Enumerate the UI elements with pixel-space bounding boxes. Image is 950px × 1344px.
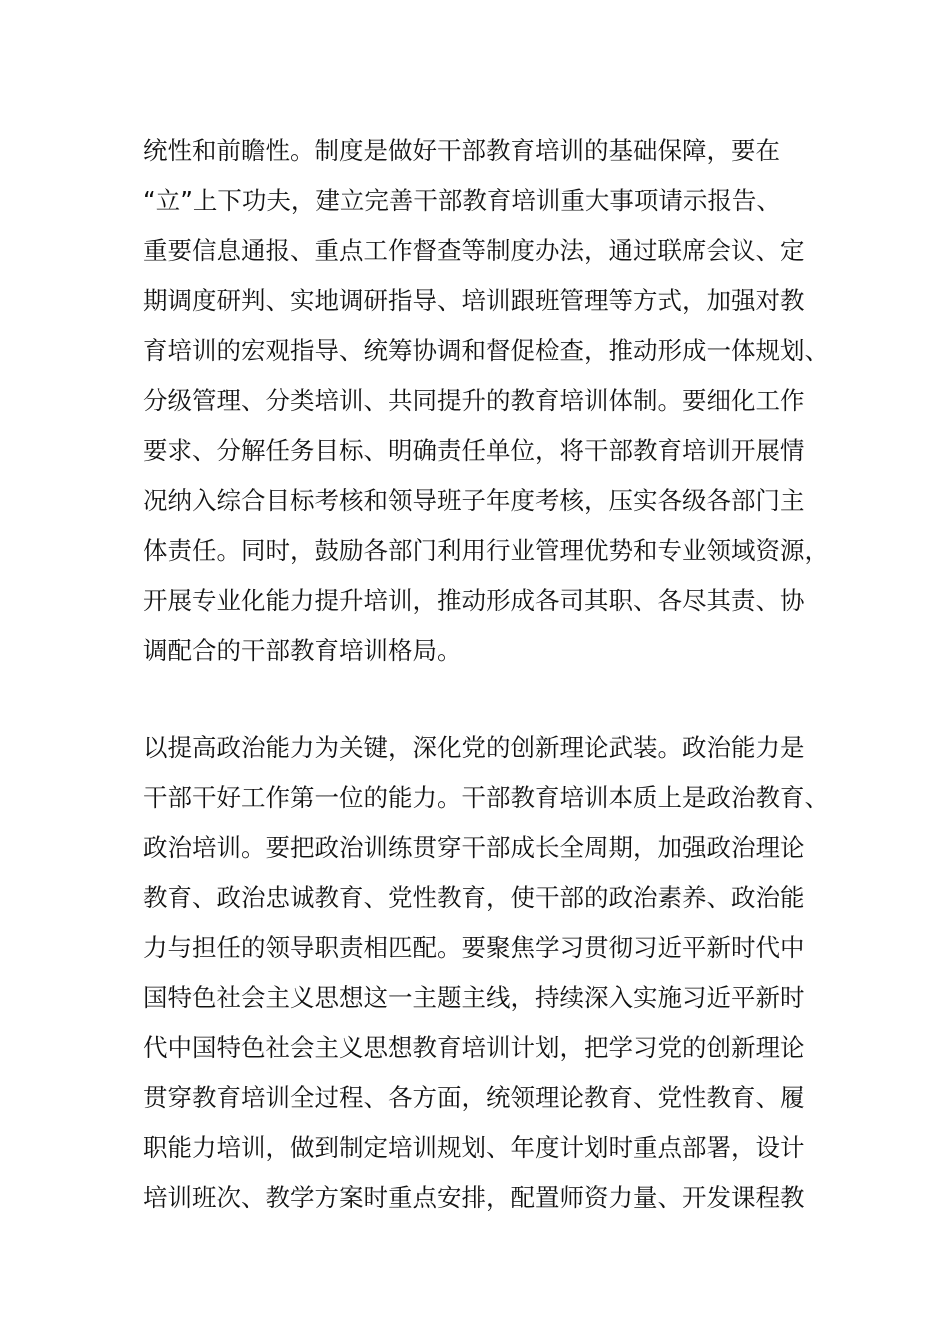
paragraph-2 bbox=[143, 723, 829, 1223]
text-line: 分级管理、分类培训、共同提升的教育培训体制。要细化工作 bbox=[143, 386, 805, 415]
text-line: 调配合的干部教育培训格局。 bbox=[143, 636, 462, 665]
text-line: 力与担任的领导职责相匹配。要聚焦学习贯彻习近平新时代中 bbox=[143, 933, 805, 962]
text-line: 开展专业化能力提升培训，推动形成各司其职、各尽其责、协 bbox=[143, 586, 805, 615]
text-line: 育培训的宏观指导、统筹协调和督促检查，推动形成一体规划、 bbox=[143, 336, 829, 365]
text-line: 教育、政治忠诚教育、党性教育，使干部的政治素养、政治能 bbox=[143, 883, 805, 912]
text-line: 以提高政治能力为关键，深化党的创新理论武装。政治能力是 bbox=[143, 733, 805, 762]
text-line: 代中国特色社会主义思想教育培训计划，把学习党的创新理论 bbox=[143, 1033, 805, 1062]
text-line: 国特色社会主义思想这一主题主线，持续深入实施习近平新时 bbox=[143, 983, 805, 1012]
text-line: 培训班次、教学方案时重点安排，配置师资力量、开发课程教 bbox=[143, 1183, 805, 1212]
text-line: 要求、分解任务目标、明确责任单位，将干部教育培训开展情 bbox=[143, 436, 805, 465]
text-line: 政治培训。要把政治训练贯穿干部成长全周期，加强政治理论 bbox=[143, 833, 805, 862]
text-line: 统性和前瞻性。制度是做好干部教育培训的基础保障，要在 bbox=[143, 136, 780, 165]
paragraph-1 bbox=[143, 126, 829, 676]
text-line: 况纳入综合目标考核和领导班子年度考核，压实各级各部门主 bbox=[143, 486, 805, 515]
text-line: 期调度研判、实地调研指导、培训跟班管理等方式，加强对教 bbox=[143, 286, 805, 315]
text-line: 体责任。同时，鼓励各部门利用行业管理优势和专业领域资源， bbox=[143, 536, 829, 565]
text-line: 贯穿教育培训全过程、各方面，统领理论教育、党性教育、履 bbox=[143, 1083, 805, 1112]
text-line: “立”上下功夫，建立完善干部教育培训重大事项请示报告、 bbox=[143, 186, 781, 215]
text-line: 干部干好工作第一位的能力。干部教育培训本质上是政治教育、 bbox=[143, 783, 829, 812]
text-line: 职能力培训，做到制定培训规划、年度计划时重点部署，设计 bbox=[143, 1133, 805, 1162]
text-line: 重要信息通报、重点工作督查等制度办法，通过联席会议、定 bbox=[143, 236, 805, 265]
